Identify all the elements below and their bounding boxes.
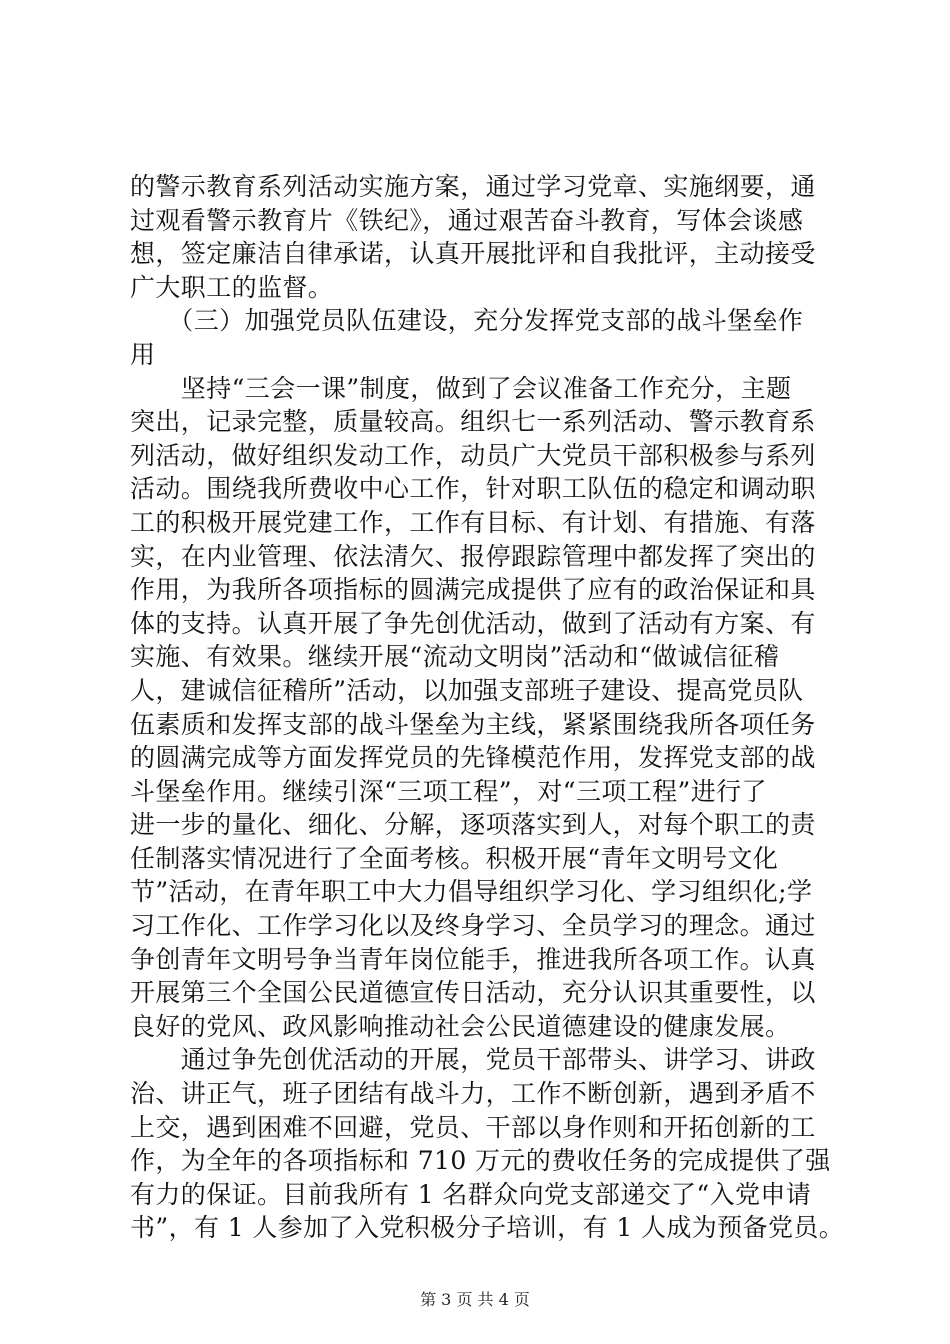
- text-line: 实，在内业管理、依法清欠、报停跟踪管理中都发挥了突出的: [130, 541, 816, 571]
- text-line: 进一步的量化、细化、分解，逐项落实到人，对每个职工的责: [130, 810, 816, 840]
- text-line: 节”活动，在青年职工中大力倡导组织学习化、学习组织化;学: [130, 877, 813, 907]
- text-line: 活动。围绕我所费收中心工作，针对职工队伍的稳定和调动职: [130, 474, 816, 504]
- text-line: 列活动，做好组织发动工作，动员广大党员干部积极参与系列: [130, 440, 816, 470]
- body-text: [130, 170, 845, 1245]
- section-heading: （三）加强党员队伍建设，充分发挥党支部的战斗堡垒作: [130, 306, 804, 336]
- text-line: 任制落实情况进行了全面考核。积极开展“青年文明号文化: [130, 843, 779, 873]
- text-line: 治、讲正气，班子团结有战斗力，工作不断创新，遇到矛盾不: [130, 1079, 816, 1109]
- text-line: 通过争先创优活动的开展，党员干部带头、讲学习、讲政: [130, 1045, 816, 1075]
- text-line: 坚持“三会一课”制度，做到了会议准备工作充分，主题: [130, 373, 792, 403]
- section-heading: 用: [130, 339, 156, 369]
- text-line: 斗堡垒作用。继续引深“三项工程”，对“三项工程”进行了: [130, 776, 767, 806]
- text-line: 书”，有 1 人参加了入党积极分子培训，有 1 人成为预备党员。: [130, 1213, 845, 1243]
- text-line: 开展第三个全国公民道德宣传日活动，充分认识其重要性，以: [130, 978, 816, 1008]
- text-line: 过观看警示教育片《铁纪》，通过艰苦奋斗教育，写体会谈感: [130, 205, 804, 235]
- text-line: 工的积极开展党建工作，工作有目标、有计划、有措施、有落: [130, 507, 816, 537]
- page-footer: [0, 1290, 950, 1310]
- text-line: 想，签定廉洁自律承诺，认真开展批评和自我批评，主动接受: [130, 239, 816, 269]
- text-line: 有力的保证。目前我所有 1 名群众向党支部递交了“入党申请: [130, 1179, 812, 1209]
- text-line: 习工作化、工作学习化以及终身学习、全员学习的理念。通过: [130, 911, 816, 941]
- text-line: 的圆满完成等方面发挥党员的先锋模范作用，发挥党支部的战: [130, 743, 816, 773]
- text-line: 作，为全年的各项指标和 710 万元的费收任务的完成提供了强: [130, 1146, 831, 1176]
- text-line: 作用，为我所各项指标的圆满完成提供了应有的政治保证和具: [130, 575, 816, 605]
- text-line: 突出，记录完整，质量较高。组织七一系列活动、警示教育系: [130, 407, 816, 437]
- page-number: 第 3 页 共 4 页: [420, 1290, 530, 1309]
- text-line: 体的支持。认真开展了争先创优活动，做到了活动有方案、有: [130, 608, 816, 638]
- text-line: 广大职工的监督。: [130, 272, 334, 302]
- text-line: 良好的党风、政风影响推动社会公民道德建设的健康发展。: [130, 1011, 791, 1041]
- text-line: 实施、有效果。继续开展“流动文明岗”活动和“做诚信征稽: [130, 642, 780, 672]
- text-line: 上交，遇到困难不回避，党员、干部以身作则和开拓创新的工: [130, 1112, 816, 1142]
- text-line: 伍素质和发挥支部的战斗堡垒为主线，紧紧围绕我所各项任务: [130, 709, 816, 739]
- text-line: 的警示教育系列活动实施方案，通过学习党章、实施纲要，通: [130, 172, 816, 201]
- text-line: 争创青年文明号争当青年岗位能手，推进我所各项工作。认真: [130, 944, 816, 974]
- text-line: 人，建诚信征稽所”活动，以加强支部班子建设、提高党员队: [130, 675, 804, 705]
